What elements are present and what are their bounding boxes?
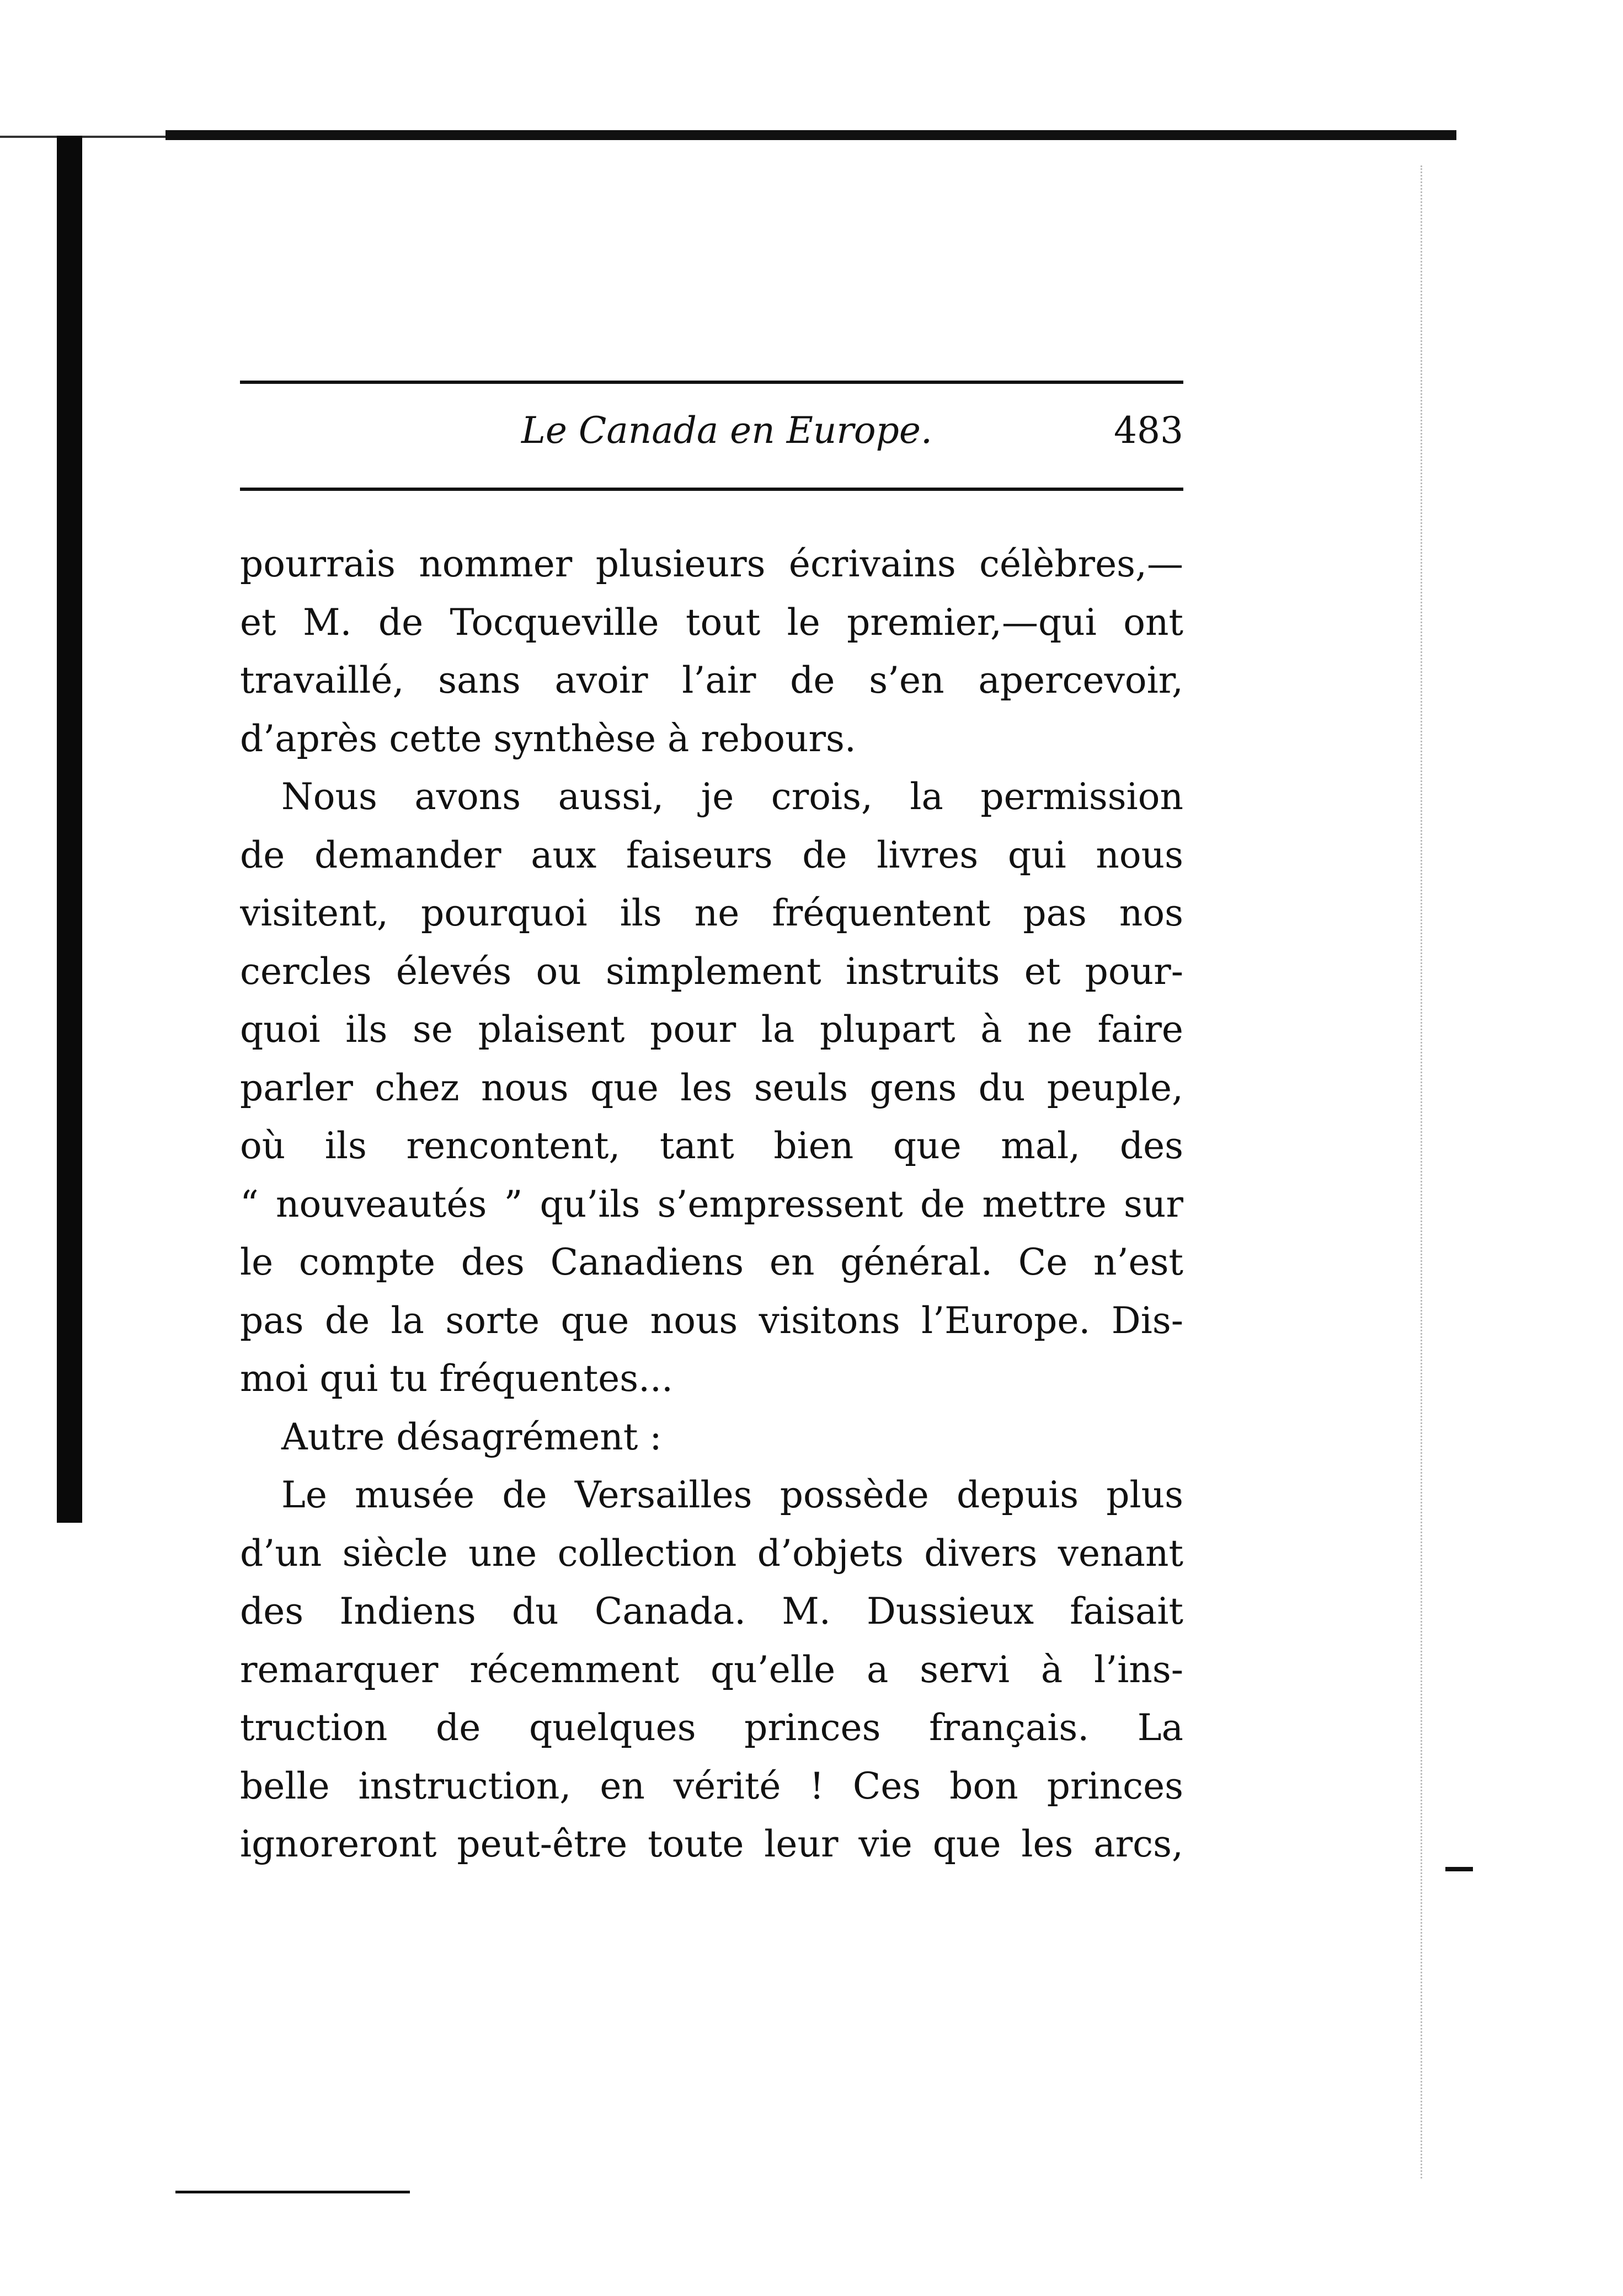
text-line: où ils rencontent, tant bien que mal, des	[240, 1125, 1183, 1167]
header-rule-bottom	[240, 488, 1183, 491]
page-edge-speckle	[1421, 165, 1444, 2179]
text-line: moi qui tu fréquentes...	[240, 1357, 674, 1400]
scan-edge-rule-left	[0, 136, 165, 138]
text-line: pas de la sorte que nous visitons l’Europe. Dis-	[240, 1299, 1183, 1342]
header-rule-top	[240, 381, 1183, 384]
scan-edge-rule-bottom	[175, 2191, 410, 2193]
text-line: truction de quelques princes français. La	[240, 1706, 1183, 1749]
binding-shadow-bar	[57, 136, 82, 1523]
text-line: Nous avons aussi, je crois, la permission	[281, 775, 1183, 818]
text-line: travaillé, sans avoir l’air de s’en apercevoir,	[240, 659, 1183, 702]
scan-edge-rule-top	[165, 130, 1456, 140]
text-line: visitent, pourquoi ils ne fréquentent pas nos	[240, 892, 1183, 934]
text-line: quoi ils se plaisent pour la plupart à ne faire	[240, 1008, 1183, 1051]
page-edge-mark	[1445, 1867, 1473, 1871]
running-head	[240, 403, 1183, 469]
running-title: Le Canada en Europe.	[521, 409, 932, 452]
body-text	[240, 535, 1183, 1874]
text-line: d’un siècle une collection d’objets divers venant	[240, 1532, 1183, 1575]
text-line: d’après cette synthèse à rebours.	[240, 717, 856, 760]
text-line: Le musée de Versailles possède depuis plus	[281, 1474, 1183, 1516]
text-line: ignoreront peut-être toute leur vie que les arcs,	[240, 1823, 1183, 1865]
text-line: remarquer récemment qu’elle a servi à l’ins-	[240, 1648, 1183, 1691]
page-number: 483	[1114, 409, 1183, 452]
text-line: cercles élevés ou simplement instruits et pour-	[240, 950, 1183, 993]
text-line: Autre désagrément :	[281, 1415, 662, 1458]
text-line: parler chez nous que les seuls gens du peuple,	[240, 1066, 1183, 1109]
text-line: des Indiens du Canada. M. Dussieux faisait	[240, 1590, 1183, 1633]
text-line: et M. de Tocqueville tout le premier,—qui ont	[240, 601, 1183, 644]
text-line: pourrais nommer plusieurs écrivains célèbres,—	[240, 543, 1183, 585]
text-line: “ nouveautés ” qu’ils s’empressent de mettre sur	[240, 1182, 1183, 1225]
text-line: de demander aux faiseurs de livres qui nous	[240, 833, 1183, 876]
text-line: le compte des Canadiens en général. Ce n’est	[240, 1241, 1183, 1283]
text-line: belle instruction, en vérité ! Ces bon princes	[240, 1764, 1183, 1807]
